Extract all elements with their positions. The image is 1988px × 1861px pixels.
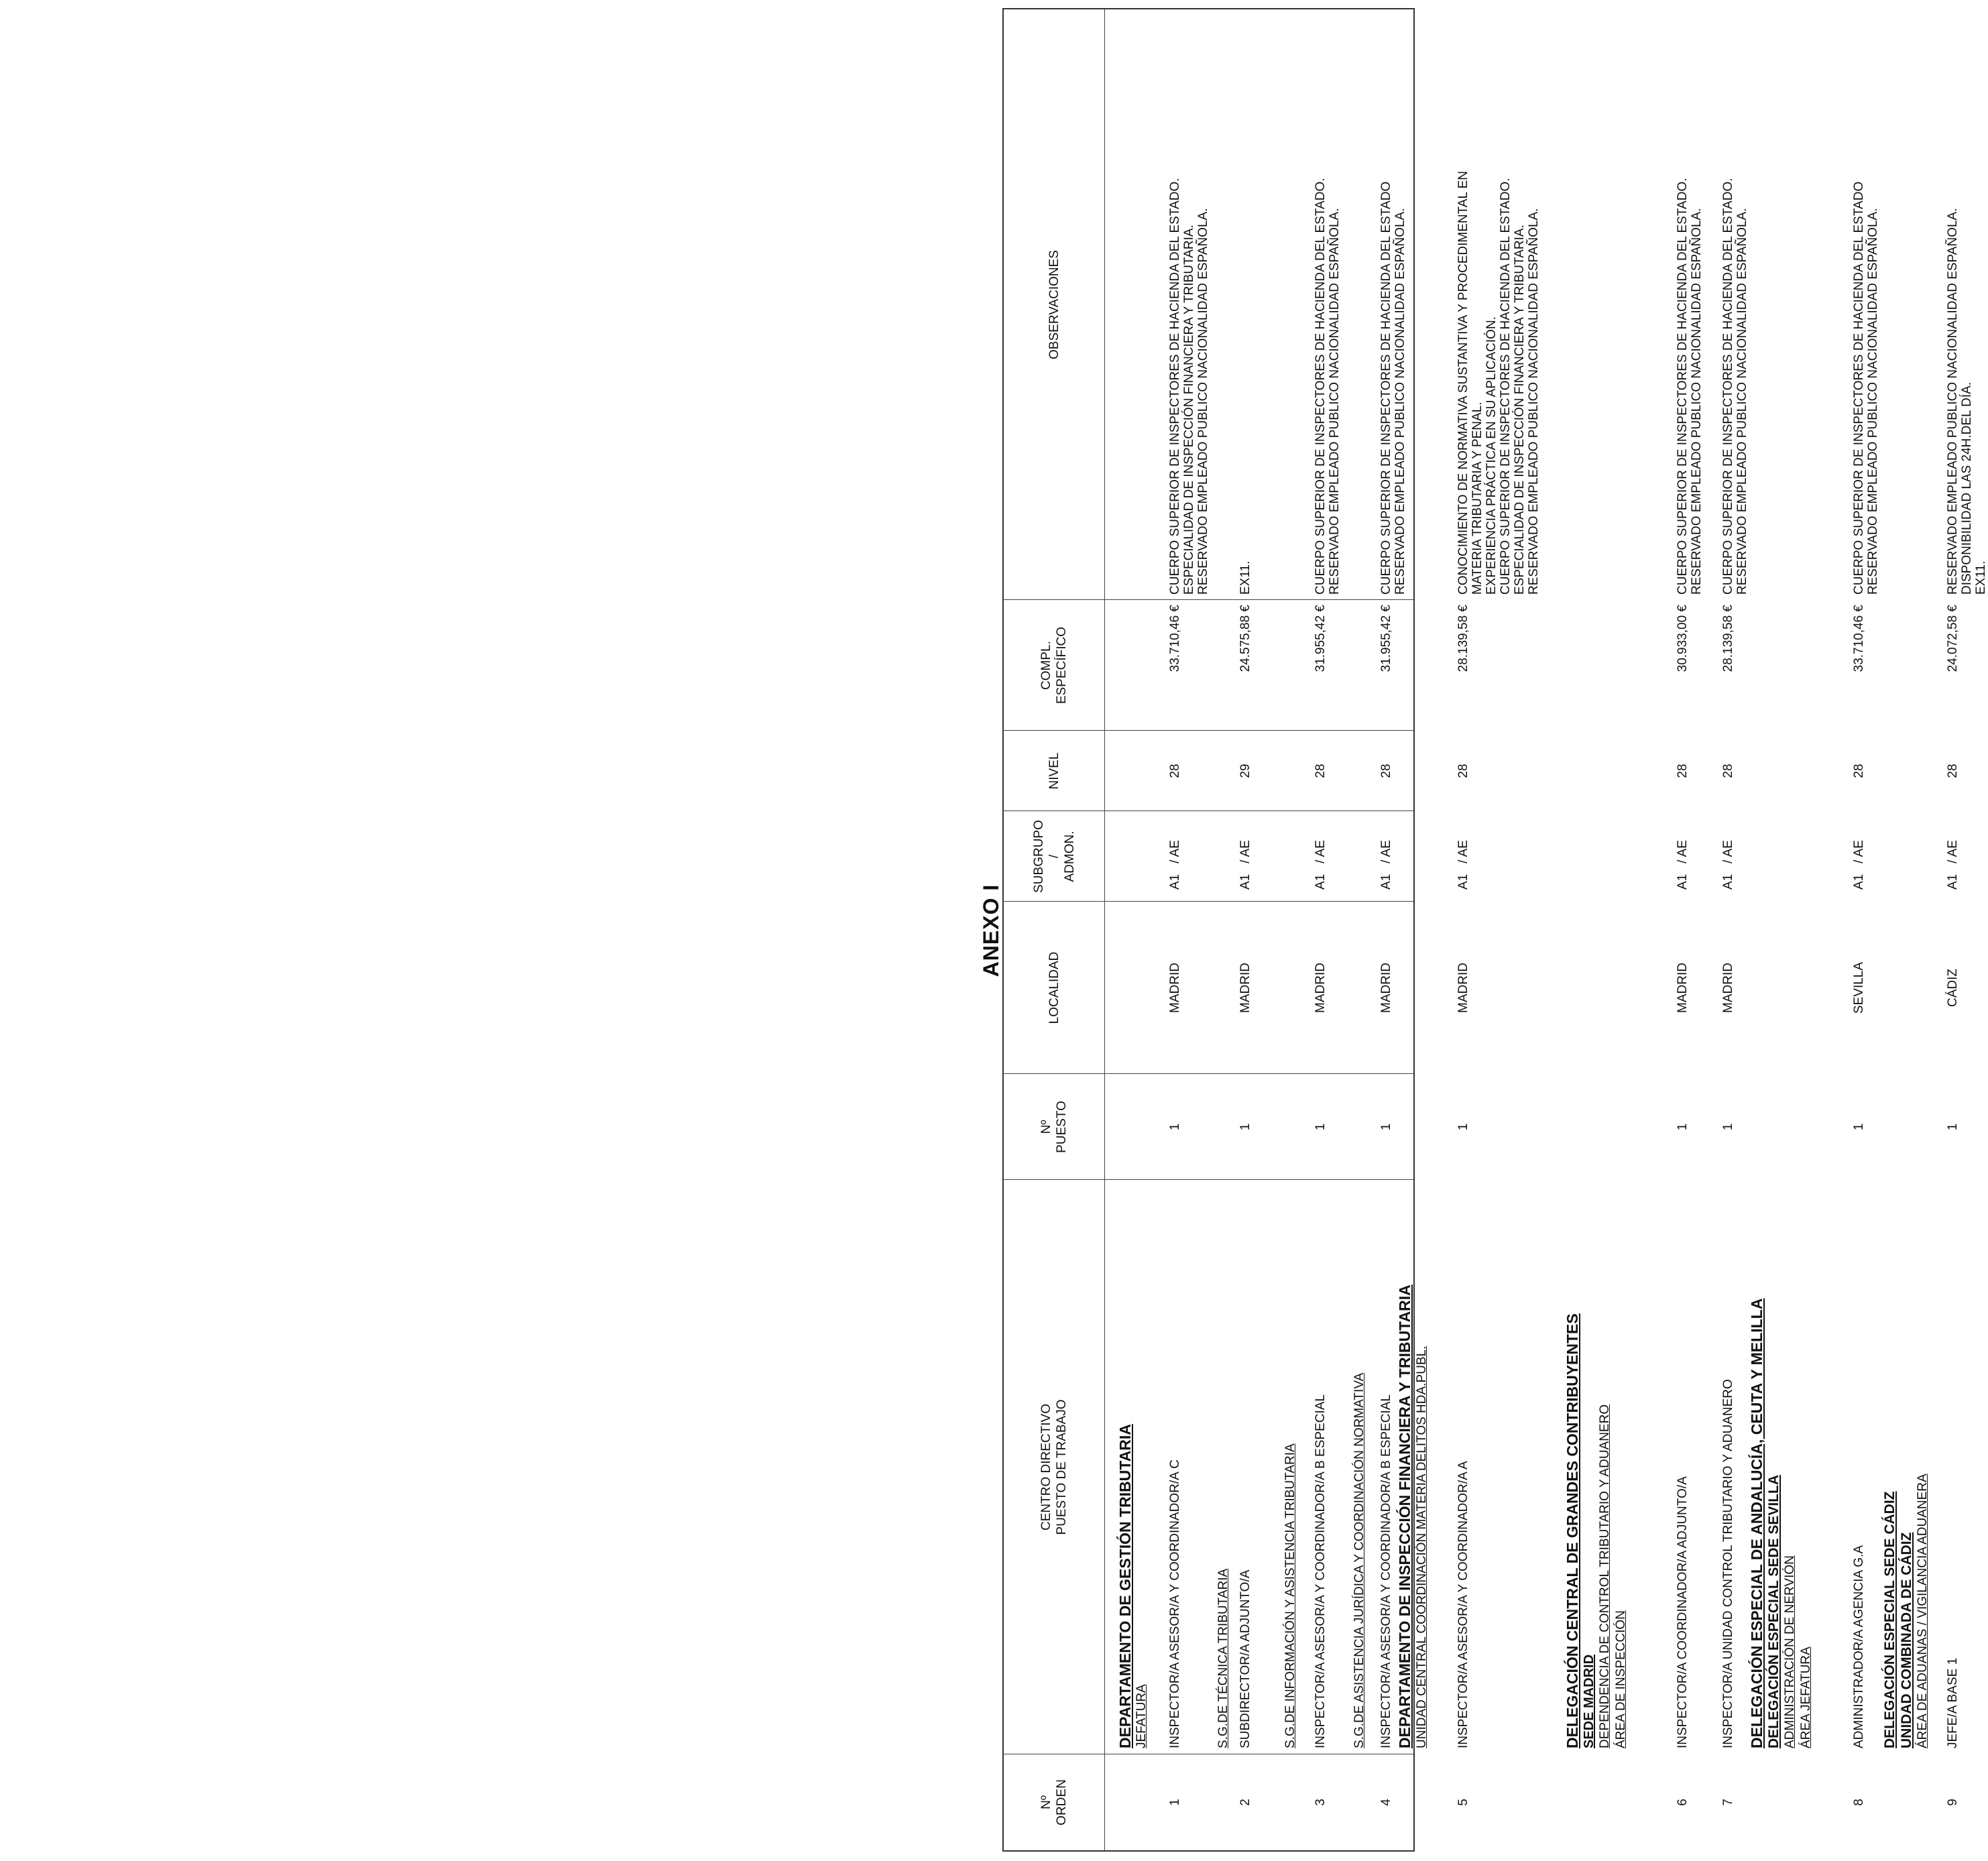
observaciones-cell <box>1676 178 1704 595</box>
subgrupo-cell <box>1313 840 1328 890</box>
subgrupo-value: A1 <box>1946 874 1960 890</box>
nivel-cell: 28 <box>1313 764 1328 778</box>
obs-line: RESERVADO EMPLEADO PUBLICO NACIONALIDAD ESPAÑOLA. <box>1527 208 1541 595</box>
header-centro-line2: PUESTO DE TRABAJO <box>1055 1399 1069 1535</box>
obs-line: CONOCIMIENTO DE NORMATIVA SUSTANTIVA Y PROCEDIMENTAL EN <box>1456 170 1470 595</box>
subsection-heading: DEPENDENCIA DE CONTROL TRIBUTARIO Y ADUANERO <box>1598 1404 1612 1748</box>
nivel-cell: 28 <box>1168 764 1182 778</box>
subsection-heading: DELEGACIÓN ESPECIAL SEDE SEVILLA <box>1766 1474 1781 1748</box>
section-heading: DELEGACIÓN ESPECIAL DE ANDALUCÍA, CEUTA Y MELILLA <box>1748 1298 1765 1748</box>
admon-value: / AE <box>1852 840 1866 863</box>
obs-line: ESPECIALIDAD DE INSPECCIÓN FINANCIERA Y TRIBUTARIA. <box>1513 225 1527 595</box>
header-puesto <box>1004 1074 1104 1180</box>
section-heading: DEPARTAMENTO DE GESTIÓN TRIBUTARIA <box>1116 1424 1134 1748</box>
localidad-cell: CÁDIZ <box>1946 969 1960 1007</box>
subgrupo-cell <box>1379 840 1393 890</box>
header-compl-line2: ESPECÍFICO <box>1055 626 1069 705</box>
num-puesto-cell: 1 <box>1852 1123 1866 1131</box>
document-title: ANEXO I <box>979 884 1003 977</box>
orden-cell: 2 <box>1238 1799 1252 1806</box>
obs-line: RESERVADO EMPLEADO PUBLICO NACIONALIDAD ESPAÑOLA. <box>1328 208 1342 595</box>
subgrupo-cell <box>1946 840 1960 890</box>
puesto-trabajo-cell: INSPECTOR/A ASESOR/A Y COORDINADOR/A C <box>1168 1459 1182 1748</box>
obs-line: EX11. <box>1238 560 1252 595</box>
puesto-trabajo-cell: INSPECTOR/A ASESOR/A Y COORDINADOR/A B ESPECIAL <box>1379 1394 1393 1748</box>
subgrupo-cell <box>1456 840 1470 890</box>
section-heading: DELEGACIÓN CENTRAL DE GRANDES CONTRIBUYENTES <box>1564 1313 1581 1748</box>
subsection-heading: S.G.DE INFORMACIÓN Y ASISTENCIA TRIBUTARIA <box>1283 1443 1297 1748</box>
header-puesto-line1: Nº <box>1039 1120 1053 1134</box>
localidad-cell: SEVILLA <box>1852 961 1866 1014</box>
header-orden <box>1004 1754 1104 1850</box>
compl-cell: 28.139,58 € <box>1456 605 1470 672</box>
orden-cell: 6 <box>1676 1799 1690 1806</box>
nivel-cell: 28 <box>1379 764 1393 778</box>
subsection-heading: ÁREA JEFATURA <box>1799 1646 1813 1748</box>
admon-value: / AE <box>1168 840 1182 863</box>
num-puesto-cell: 1 <box>1168 1123 1182 1131</box>
header-observaciones: OBSERVACIONES <box>1047 250 1061 359</box>
puesto-trabajo-cell: ADMINISTRADOR/A AGENCIA G.A <box>1852 1545 1866 1748</box>
puesto-trabajo-cell: INSPECTOR/A ASESOR/A Y COORDINADOR/A A <box>1456 1461 1470 1748</box>
nivel-cell: 28 <box>1456 764 1470 778</box>
subgrupo-value: A1 <box>1313 874 1328 890</box>
obs-line: EXPERIENCIA PRÁCTICA EN SU APLICACIÓN. <box>1484 316 1499 595</box>
obs-line: CUERPO SUPERIOR DE INSPECTORES DE HACIENDA DEL ESTADO. <box>1168 178 1182 595</box>
num-puesto-cell: 1 <box>1676 1123 1690 1131</box>
obs-line: DISPONIBILIDAD LAS 24H.DEL DÍA. <box>1960 381 1974 595</box>
admon-value: / AE <box>1456 840 1470 863</box>
puesto-trabajo-cell: INSPECTOR/A ASESOR/A Y COORDINADOR/A B ESPECIAL <box>1313 1394 1328 1748</box>
orden-cell: 4 <box>1379 1799 1393 1806</box>
obs-line: RESERVADO EMPLEADO PUBLICO NACIONALIDAD ESPAÑOLA. <box>1946 208 1960 595</box>
obs-line: CUERPO SUPERIOR DE INSPECTORES DE HACIENDA DEL ESTADO. <box>1313 178 1328 595</box>
observaciones-cell <box>1852 182 1880 595</box>
subgrupo-value: A1 <box>1676 874 1690 890</box>
observaciones-cell <box>1313 178 1342 595</box>
subsection-heading: S.G.DE TÉCNICA TRIBUTARIA <box>1216 1568 1230 1748</box>
localidad-cell: MADRID <box>1676 963 1690 1013</box>
nivel-cell: 28 <box>1676 764 1690 778</box>
subgrupo-cell <box>1852 840 1866 890</box>
num-puesto-cell: 1 <box>1456 1123 1470 1131</box>
obs-line: EX11. <box>1974 560 1988 595</box>
subgrupo-cell <box>1168 840 1182 890</box>
nivel-cell: 29 <box>1238 764 1252 778</box>
obs-line: RESERVADO EMPLEADO PUBLICO NACIONALIDAD ESPAÑOLA. <box>1196 208 1210 595</box>
puesto-trabajo-cell: SUBDIRECTOR/A ADJUNTO/A <box>1238 1569 1252 1748</box>
subsection-heading: UNIDAD COMBINADA DE CÁDIZ <box>1899 1532 1914 1748</box>
num-puesto-cell: 1 <box>1379 1123 1393 1131</box>
subgrupo-cell <box>1238 840 1252 890</box>
compl-cell: 31.955,42 € <box>1379 605 1393 672</box>
observaciones-cell <box>1238 561 1252 595</box>
obs-line: ESPECIALIDAD DE INSPECCIÓN FINANCIERA Y TRIBUTARIA. <box>1182 225 1196 595</box>
orden-cell: 5 <box>1456 1799 1470 1806</box>
localidad-cell: MADRID <box>1238 963 1252 1013</box>
obs-line: CUERPO SUPERIOR DE INSPECTORES DE HACIENDA DEL ESTADO. <box>1721 178 1735 595</box>
header-centro <box>1004 1180 1104 1754</box>
header-compl-line1: COMPL. <box>1039 641 1053 690</box>
positions-table <box>1002 8 1988 1852</box>
num-puesto-cell: 1 <box>1238 1123 1252 1131</box>
header-compl <box>1004 600 1104 731</box>
header-orden-line2: ORDEN <box>1055 1779 1069 1825</box>
obs-line: CUERPO SUPERIOR DE INSPECTORES DE HACIENDA DEL ESTADO. <box>1499 178 1513 595</box>
subgrupo-value: A1 <box>1852 874 1866 890</box>
nivel-cell: 28 <box>1946 764 1960 778</box>
admon-value: / AE <box>1379 840 1393 863</box>
orden-cell: 8 <box>1852 1799 1866 1806</box>
localidad-cell: MADRID <box>1313 963 1328 1013</box>
header-localidad: LOCALIDAD <box>1047 951 1061 1024</box>
obs-line: RESERVADO EMPLEADO PUBLICO NACIONALIDAD ESPAÑOLA. <box>1393 208 1407 595</box>
compl-cell: 24.575,88 € <box>1238 605 1252 672</box>
num-puesto-cell: 1 <box>1946 1123 1960 1131</box>
num-puesto-cell: 1 <box>1313 1123 1328 1131</box>
localidad-cell: MADRID <box>1379 963 1393 1013</box>
localidad-cell: MADRID <box>1456 963 1470 1013</box>
nivel-cell: 28 <box>1721 764 1735 778</box>
subgrupo-value: A1 <box>1168 874 1182 890</box>
header-subgrupo-line3: ADMON. <box>1062 831 1077 882</box>
subsection-heading: ÁREA DE ADUANAS / VIGILANCIA ADUANERA <box>1916 1474 1930 1748</box>
header-subgrupo-line2: / <box>1047 854 1061 859</box>
compl-cell: 24.072,58 € <box>1946 605 1960 672</box>
subgrupo-value: A1 <box>1456 874 1470 890</box>
observaciones-cell <box>1168 178 1210 595</box>
header-subgrupo <box>1004 811 1104 902</box>
subgrupo-cell <box>1676 840 1690 890</box>
admon-value: / AE <box>1946 840 1960 863</box>
header-nivel: NIVEL <box>1047 752 1061 790</box>
admon-value: / AE <box>1313 840 1328 863</box>
compl-cell: 28.139,58 € <box>1721 605 1735 672</box>
header-puesto-line2: PUESTO <box>1055 1101 1069 1153</box>
obs-line: CUERPO SUPERIOR DE INSPECTORES DE HACIENDA DEL ESTADO <box>1852 181 1866 595</box>
subsection-heading: UNIDAD CENTRAL COORDINACIÓN MATERIA DELITOS HDA.PUBL. <box>1415 1345 1429 1748</box>
admon-value: / AE <box>1238 840 1252 863</box>
localidad-cell: MADRID <box>1168 963 1182 1013</box>
subgrupo-value: A1 <box>1721 874 1735 890</box>
section-heading: DELEGACIÓN ESPECIAL SEDE CÁDIZ <box>1882 1491 1897 1748</box>
compl-cell: 30.933,00 € <box>1676 605 1690 672</box>
obs-line: RESERVADO EMPLEADO PUBLICO NACIONALIDAD ESPAÑOLA. <box>1735 208 1749 595</box>
compl-cell: 31.955,42 € <box>1313 605 1328 672</box>
header-subgrupo-line1: SUBGRUPO <box>1031 820 1046 893</box>
observaciones-cell <box>1946 208 1988 595</box>
obs-line: CUERPO SUPERIOR DE INSPECTORES DE HACIENDA DEL ESTADO. <box>1676 178 1690 595</box>
subgrupo-value: A1 <box>1238 874 1252 890</box>
header-orden-line1: Nº <box>1039 1795 1053 1809</box>
admon-value: / AE <box>1676 840 1690 863</box>
subsection-heading: ÁREA DE INSPECCIÓN <box>1614 1610 1628 1748</box>
orden-cell: 1 <box>1168 1799 1182 1806</box>
obs-line: RESERVADO EMPLEADO PUBLICO NACIONALIDAD ESPAÑOLA. <box>1866 208 1880 595</box>
orden-cell: 9 <box>1946 1799 1960 1806</box>
nivel-cell: 28 <box>1852 764 1866 778</box>
header-divider <box>1104 9 1105 1850</box>
observaciones-cell <box>1379 182 1407 595</box>
obs-line: MATERIA TRIBUTARIA Y PENAL. <box>1470 402 1484 595</box>
orden-cell: 3 <box>1313 1799 1328 1806</box>
observaciones-cell <box>1721 178 1749 595</box>
subsection-heading: S.G.DE ASISTENCIA JURÍDICA Y COORDINACIÓN NORMATIVA <box>1352 1372 1366 1748</box>
subsection-heading: SEDE MADRID <box>1582 1654 1596 1748</box>
subsection-heading: ADMINISTRACIÓN DE NERVIÓN <box>1783 1555 1797 1748</box>
obs-line: CUERPO SUPERIOR DE INSPECTORES DE HACIENDA DEL ESTADO <box>1379 181 1393 595</box>
puesto-trabajo-cell: INSPECTOR/A COORDINADOR/A ADJUNTO/A <box>1676 1476 1690 1748</box>
observaciones-cell <box>1456 171 1541 595</box>
localidad-cell: MADRID <box>1721 963 1735 1013</box>
orden-cell: 7 <box>1721 1799 1735 1806</box>
section-heading: DEPARTAMENTO DE INSPECCIÓN FINANCIERA Y TRIBUTARIA <box>1396 1284 1413 1748</box>
puesto-trabajo-cell: JEFE/A BASE 1 <box>1946 1657 1960 1748</box>
subsection-heading: JEFATURA <box>1134 1684 1149 1748</box>
obs-line: RESERVADO EMPLEADO PUBLICO NACIONALIDAD ESPAÑOLA. <box>1690 208 1704 595</box>
header-centro-line1: CENTRO DIRECTIVO <box>1039 1404 1053 1530</box>
puesto-trabajo-cell: INSPECTOR/A UNIDAD CONTROL TRIBUTARIO Y ADUANERO <box>1721 1379 1735 1748</box>
subgrupo-value: A1 <box>1379 874 1393 890</box>
num-puesto-cell: 1 <box>1721 1123 1735 1131</box>
compl-cell: 33.710,46 € <box>1852 605 1866 672</box>
subgrupo-cell <box>1721 840 1735 890</box>
admon-value: / AE <box>1721 840 1735 863</box>
compl-cell: 33.710,46 € <box>1168 605 1182 672</box>
